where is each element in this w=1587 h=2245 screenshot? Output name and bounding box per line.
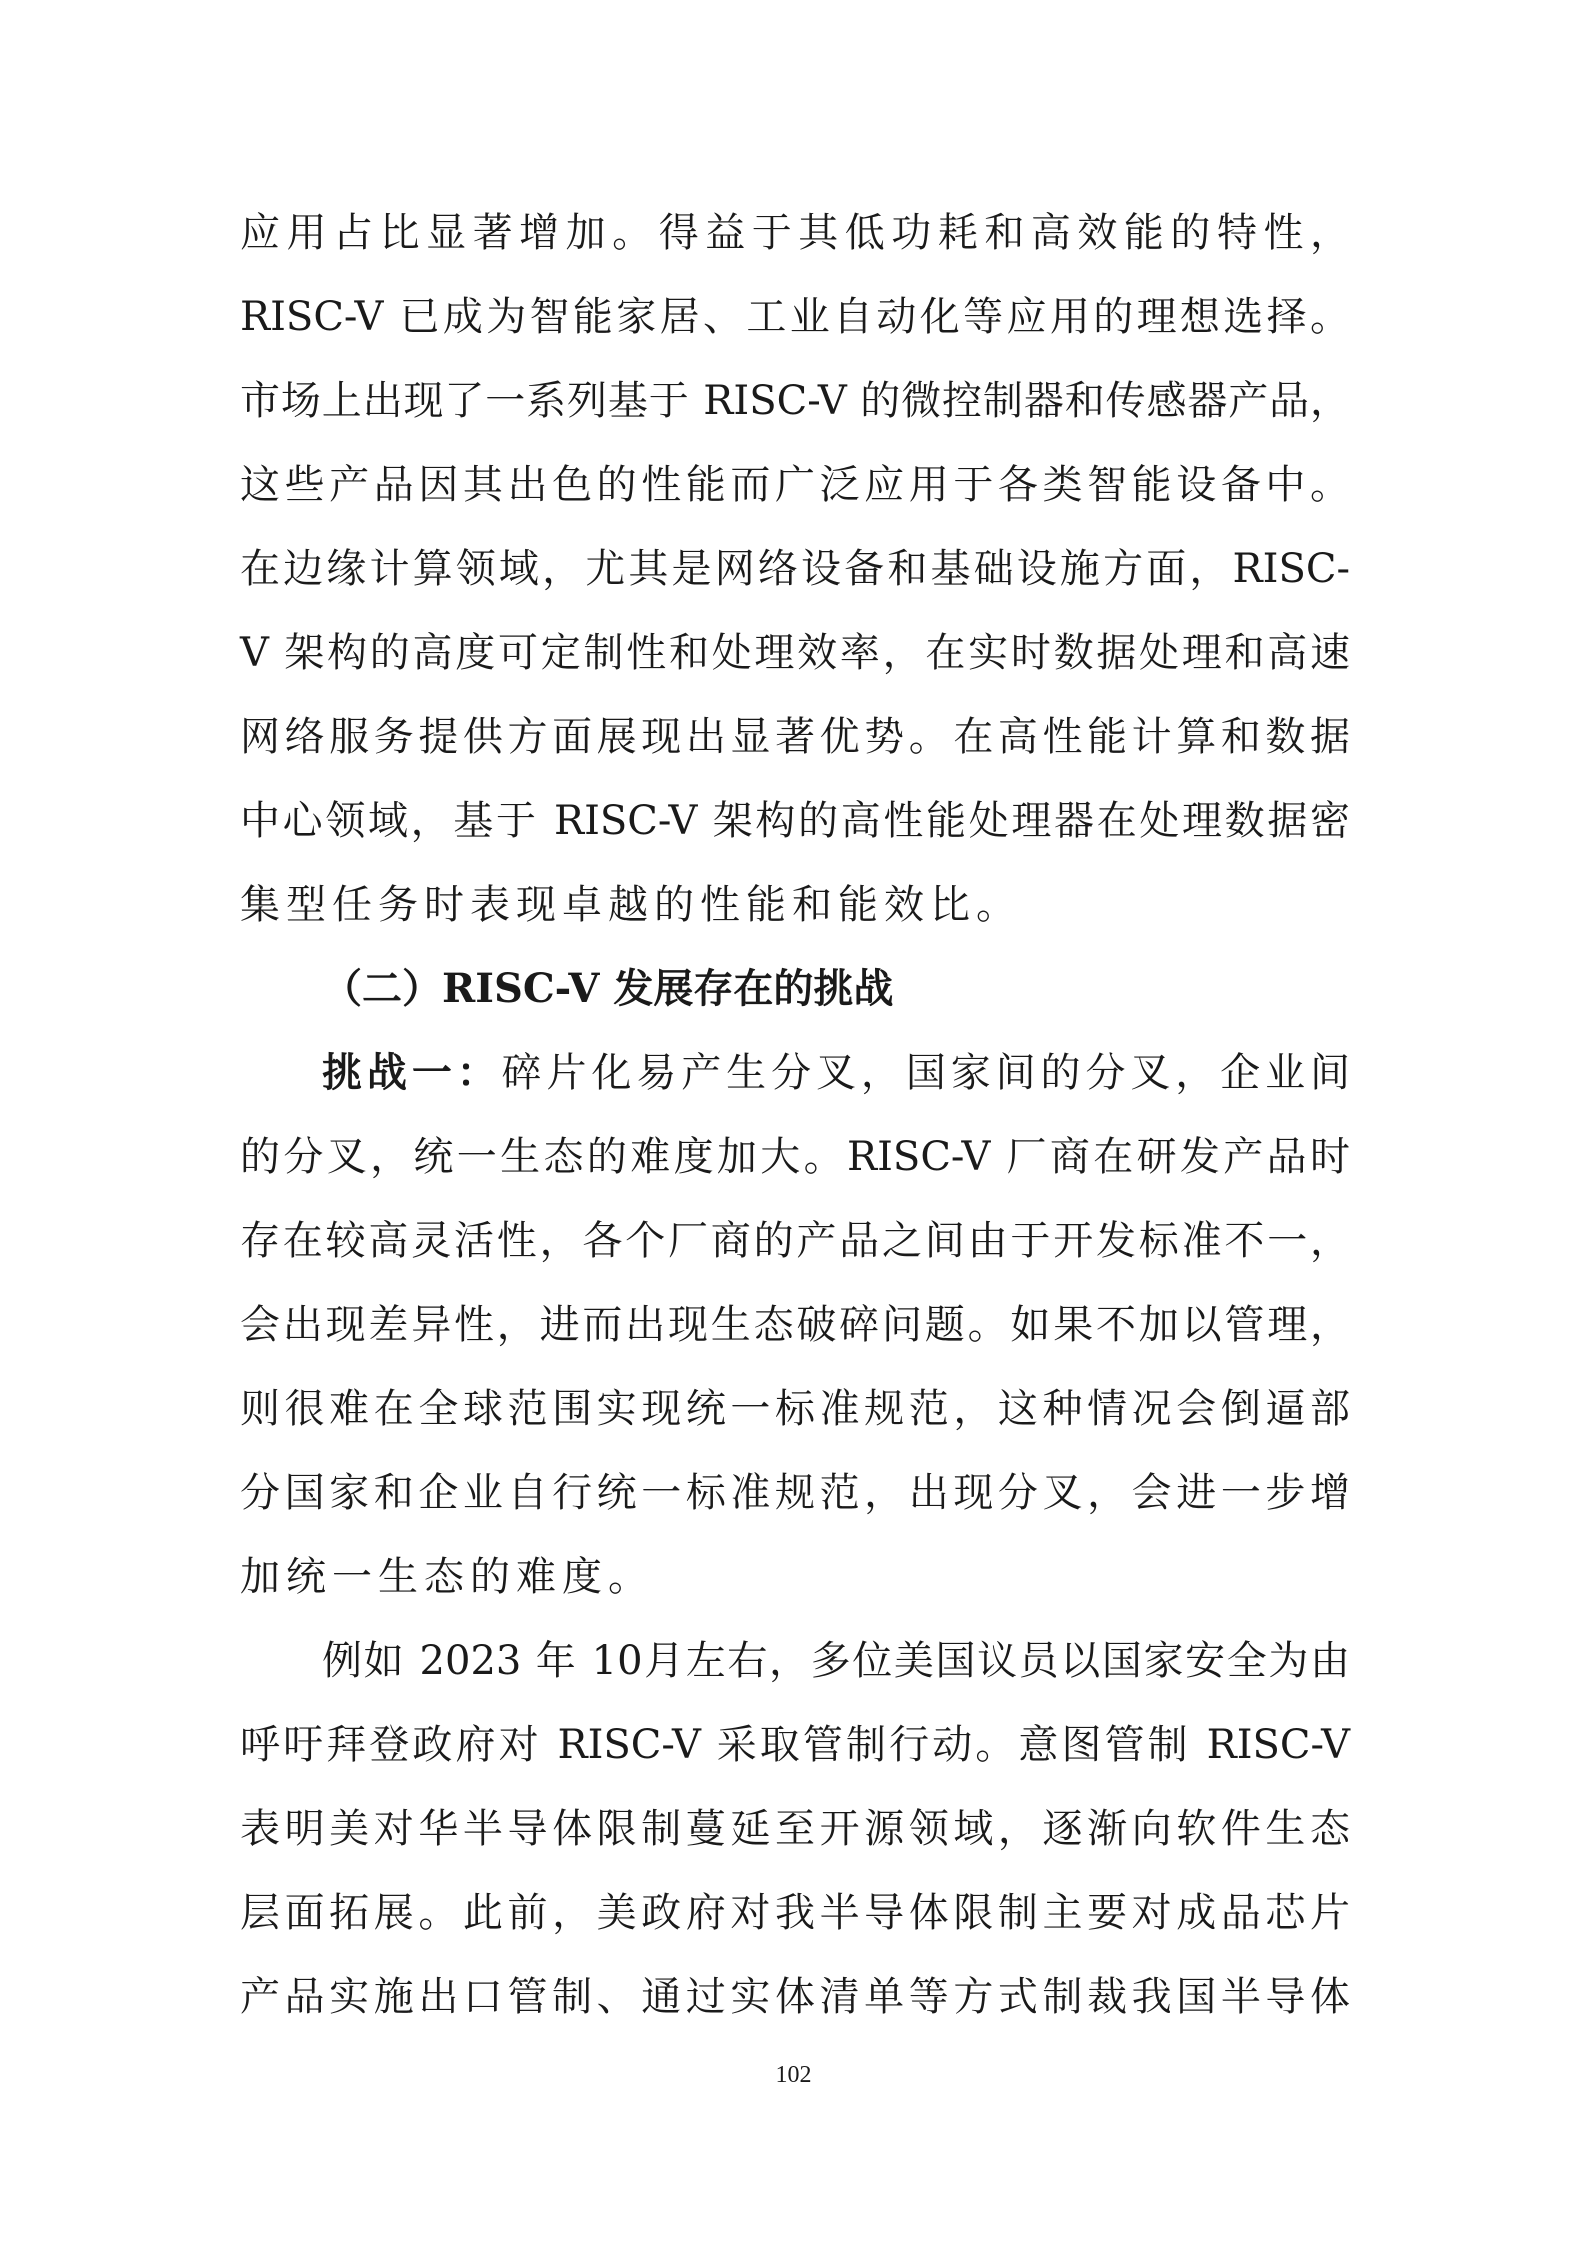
paragraph-1-line-1: 应用占比显著增加。得益于其低功耗和高效能的特性， <box>240 210 1350 256</box>
paragraph-1-line-8: 中心领域，基于 RISC-V 架构的高性能处理器在处理数据密 <box>240 798 1350 844</box>
paragraph-2-line-5: 则很难在全球范围实现统一标准规范，这种情况会倒逼部 <box>240 1386 1350 1432</box>
page-number: 102 <box>775 2062 812 2088</box>
paragraph-1-line-4: 这些产品因其出色的性能而广泛应用于各类智能设备中。 <box>240 462 1350 508</box>
paragraph-2-line-6: 分国家和企业自行统一标准规范，出现分叉，会进一步增 <box>240 1470 1350 1516</box>
paragraph-2-line-1-text: 碎片化易产生分叉，国家间的分叉，企业间 <box>501 1050 1351 1096</box>
challenge-lead: 挑战一： <box>322 1049 502 1096</box>
paragraph-3-line-4: 层面拓展。此前，美政府对我半导体限制主要对成品芯片 <box>240 1890 1350 1936</box>
paragraph-3-line-1: 例如 2023 年 10月左右，多位美国议员以国家安全为由 <box>322 1638 1350 1684</box>
paragraph-3-line-5: 产品实施出口管制、通过实体清单等方式制裁我国半导体 <box>240 1974 1350 2020</box>
paragraph-2-line-2: 的分叉，统一生态的难度加大。RISC-V 厂商在研发产品时 <box>240 1134 1350 1180</box>
paragraph-1-line-6: V 架构的高度可定制性和处理效率，在实时数据处理和高速 <box>240 630 1350 676</box>
paragraph-3-line-2: 呼吁拜登政府对 RISC-V 采取管制行动。意图管制 RISC-V <box>240 1722 1350 1768</box>
paragraph-2-line-4: 会出现差异性，进而出现生态破碎问题。如果不加以管理， <box>240 1302 1350 1348</box>
paragraph-1-line-2: RISC-V 已成为智能家居、工业自动化等应用的理想选择。 <box>240 294 1350 340</box>
paragraph-1-line-9: 集型任务时表现卓越的性能和能效比。 <box>240 882 1022 928</box>
paragraph-1-line-7: 网络服务提供方面展现出显著优势。在高性能计算和数据 <box>240 714 1350 760</box>
paragraph-2-line-3: 存在较高灵活性，各个厂商的产品之间由于开发标准不一， <box>240 1218 1350 1264</box>
paragraph-3-line-3: 表明美对华半导体限制蔓延至开源领域，逐渐向软件生态 <box>240 1806 1350 1852</box>
paragraph-2-line-1 <box>322 1045 1350 1101</box>
section-heading: （二）RISC-V 发展存在的挑战 <box>322 965 894 1012</box>
paragraph-2-line-7: 加统一生态的难度。 <box>240 1554 654 1600</box>
paragraph-1-line-5: 在边缘计算领域，尤其是网络设备和基础设施方面，RISC- <box>240 546 1350 592</box>
paragraph-1-line-3: 市场上出现了一系列基于 RISC-V 的微控制器和传感器产品， <box>240 378 1350 424</box>
